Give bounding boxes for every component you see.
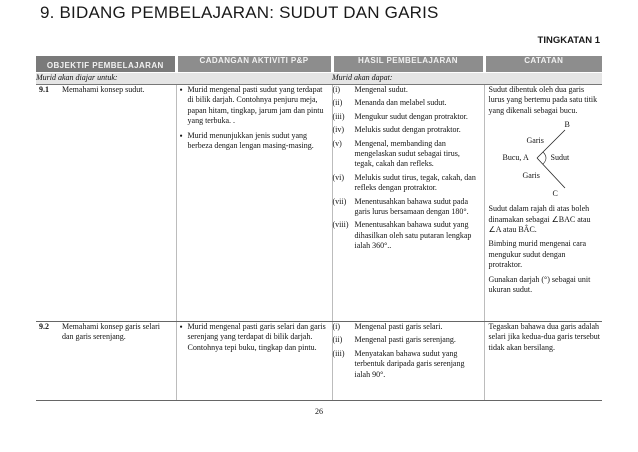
header-hasil: HASIL PEMBELAJARAN bbox=[332, 56, 484, 73]
outcome-item: (ii) Menanda dan melabel sudut. bbox=[332, 98, 447, 108]
outcome-item: (v) Mengenal, membanding dan mengelaskan sudut sebagai tirus, tegak, cakah dan refleks. bbox=[332, 138, 460, 169]
objective-number: 9.1 bbox=[36, 85, 62, 322]
subheader-right: Murid akan dapat: bbox=[332, 73, 602, 85]
objective-text: Memahami konsep garis selari dan garis serenjang. bbox=[62, 322, 176, 401]
objective-text: Memahami konsep sudut. bbox=[62, 85, 176, 322]
subheader-row bbox=[36, 73, 602, 85]
objective-number: 9.2 bbox=[36, 322, 62, 401]
notes-item: Tegaskan bahawa dua garis adalah selari jika kedua-dua garis tersebut tidak akan bersilang. bbox=[488, 322, 601, 352]
outcome-item: (vii) Menentusahkan bahawa sudut pada garis lurus bersamaan dengan 180°. bbox=[332, 196, 469, 217]
outcome-item: (viii) Menentusahkan bahawa sudut yang dihasilkan oleh satu putaran lengkap ialah 360°.. bbox=[332, 220, 472, 251]
tingkatan-label: TINGKATAN 1 bbox=[537, 35, 600, 46]
outcome-item: (iii) Mengukur sudut dengan protraktor. bbox=[332, 111, 468, 121]
notes-item: Gunakan darjah (°) sebagai unit ukuran sudut. bbox=[488, 274, 591, 295]
page-title: 9. BIDANG PEMBELAJARAN: SUDUT DAN GARIS bbox=[40, 3, 439, 22]
notes-cell bbox=[484, 85, 602, 322]
header-catatan: CATATAN bbox=[484, 56, 602, 73]
subheader-left: Murid akan diajar untuk: bbox=[36, 73, 332, 85]
table-row bbox=[36, 85, 602, 322]
angle-diagram bbox=[489, 120, 601, 202]
activities-cell bbox=[176, 85, 332, 322]
outcome-item: (vi) Melukis sudut tirus, tegak, cakah, dan refleks dengan protraktor. bbox=[332, 172, 476, 193]
label-garis-top: Garis bbox=[526, 136, 544, 146]
label-c: C bbox=[552, 189, 558, 199]
outcome-item: (iv) Melukis sudut dengan protraktor. bbox=[332, 125, 461, 135]
syllabus-table bbox=[36, 56, 602, 401]
page-number: 26 bbox=[315, 407, 323, 416]
table-row bbox=[36, 322, 602, 401]
outcome-item: (i) Mengenal pasti garis selari. bbox=[332, 322, 443, 331]
label-garis-bottom: Garis bbox=[522, 171, 540, 181]
header-cadangan: CADANGAN AKTIVITI P&P bbox=[176, 56, 332, 73]
notes-intro: Sudut dibentuk oleh dua garis lurus yang bertemu pada satu titik yang dikenali sebagai bucu. bbox=[488, 85, 598, 115]
outcomes-cell bbox=[332, 322, 484, 401]
activity-item: • Murid mengenal pasti garis selari dan garis serenjang yang terdapat di bilik darjah. Contohnya tepi buku, tingkap dan pintu. bbox=[188, 322, 328, 353]
notes-cell bbox=[484, 322, 602, 401]
outcomes-cell bbox=[332, 85, 484, 322]
outcome-item: (i) Mengenal sudut. bbox=[332, 85, 408, 94]
notes-item: Sudut dalam rajah di atas boleh dinamakan sebagai ∠BAC atau ∠A atau BÂC. bbox=[488, 204, 591, 235]
header-objektif: OBJEKTIF PEMBELAJARAN bbox=[36, 56, 176, 73]
activity-item: • Murid menunjukkan jenis sudut yang berbeza dengan lengan masing-masing. bbox=[188, 131, 328, 152]
label-bucu: Bucu, A bbox=[502, 153, 529, 163]
outcome-item: (iii) Menyatakan bahawa sudut yang terbentuk daripada garis serenjang ialah 90°. bbox=[332, 348, 465, 379]
activity-item: • Murid mengenal pasti sudut yang terdapat di bilik darjah. Contohnya penjuru meja, papan hitam, tingkap, jarum jam dan pintu yang terbuka. . bbox=[188, 85, 328, 127]
label-b: B bbox=[564, 120, 570, 130]
label-sudut: Sudut bbox=[550, 153, 570, 163]
activities-cell bbox=[176, 322, 332, 401]
notes-item: Bimbing murid mengenai cara mengukur sudut dengan protraktor. bbox=[488, 239, 587, 270]
outcome-item: (ii) Mengenal pasti garis serenjang. bbox=[332, 335, 456, 345]
header-row bbox=[36, 56, 602, 73]
